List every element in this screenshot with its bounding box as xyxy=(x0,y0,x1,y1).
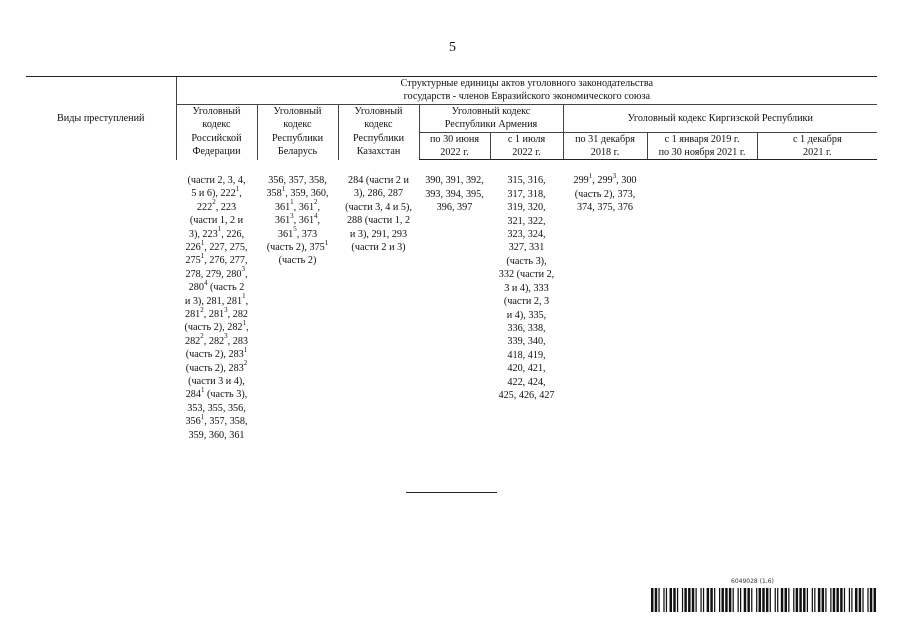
footnote-rule xyxy=(406,492,497,493)
superscript: 3 xyxy=(241,265,245,274)
barcode-bar xyxy=(719,588,720,612)
barcode-bar xyxy=(803,588,805,612)
barcode-bar xyxy=(777,588,778,612)
cell-line: Российской xyxy=(191,132,242,144)
kg-col-from-dec-2021 xyxy=(757,132,877,160)
barcode-bar xyxy=(703,588,704,612)
cell-line: $275^1$, 276, 277, xyxy=(185,251,248,267)
barcode-bar xyxy=(807,588,808,612)
cell-line: 327, 331 xyxy=(508,242,545,254)
barcode-bar xyxy=(738,588,739,612)
kz-articles-cell xyxy=(338,160,419,442)
barcode-bar xyxy=(833,588,835,612)
barcode-bar xyxy=(862,588,863,612)
barcode-bar xyxy=(818,588,820,612)
cell-line: (части 3 и 4), xyxy=(188,376,245,388)
cell-line: $226^1$, 227, 275, xyxy=(185,238,248,253)
by-code-header xyxy=(257,104,338,160)
cell-line: 3 и 4), 333 xyxy=(504,282,549,294)
barcode-bar xyxy=(682,588,683,612)
superscript: 2 xyxy=(314,198,318,207)
cell-line: 2022 г. xyxy=(512,147,541,159)
cell-line: 315, 316, xyxy=(507,175,546,187)
barcode-bar xyxy=(775,588,776,612)
superscript: 3 xyxy=(224,305,228,314)
cell-line: 339, 340, xyxy=(507,336,546,348)
barcode-bar xyxy=(814,588,815,612)
barcode-bar xyxy=(677,588,678,612)
cell-line: (часть 2), $283^1$ xyxy=(185,345,248,361)
superscript: 1 xyxy=(281,184,286,193)
cell-line: 278, 279, $280^3$, xyxy=(185,265,248,280)
cell-line: 319, 320, xyxy=(507,202,546,214)
cell-line: 323, 324, xyxy=(507,229,546,241)
am-code-header xyxy=(419,104,563,132)
superscript: 4 xyxy=(203,278,208,287)
cell-line: 288 (части 1, 2 xyxy=(346,215,411,227)
superscript: 1 xyxy=(324,238,329,247)
kg-col-2019-2021 xyxy=(647,132,757,160)
barcode-bar xyxy=(855,588,857,612)
superscript: 3 xyxy=(224,332,228,341)
superscript: 1 xyxy=(290,198,294,207)
page-number: 5 xyxy=(449,40,456,55)
cell-line: $356^1$, 357, 358, xyxy=(185,412,248,428)
barcode-bar xyxy=(747,588,749,612)
cell-line: 420, 421, xyxy=(507,363,546,375)
superscript: 2 xyxy=(200,305,204,314)
barcode-bar xyxy=(830,588,831,612)
cell-line: $361^1$, $361^2$, xyxy=(274,198,321,213)
barcode-bar xyxy=(867,588,868,612)
barcode-bar xyxy=(849,588,850,612)
cell-line: $282^2$, $282^3$, 283 xyxy=(184,332,249,347)
cell-line: Уголовный кодекс xyxy=(451,105,531,117)
cell-line: 422, 424, xyxy=(507,376,546,388)
barcode-bar xyxy=(651,588,653,612)
barcode-bar xyxy=(714,588,715,612)
cell-line: (часть 2), $283^2$ xyxy=(185,359,248,374)
barcode-bar xyxy=(655,588,657,612)
cell-line: (части 2, 3 xyxy=(503,296,550,308)
cell-line: 3), $223^1$, 226, xyxy=(188,225,245,240)
kg-new-articles-cell xyxy=(757,160,877,442)
cell-line: Уголовный xyxy=(354,105,403,117)
cell-line: (части 3, 4 и 5), xyxy=(345,201,412,213)
barcode-bar xyxy=(729,588,731,612)
cell-line: Республики xyxy=(271,132,324,144)
cell-line: 353, 355, 356, xyxy=(187,402,246,414)
cell-line: Федерации xyxy=(192,146,241,158)
barcode-bar xyxy=(673,588,675,612)
cell-line: с 1 декабря xyxy=(792,133,842,145)
cell-line: кодекс xyxy=(202,119,231,131)
cell-line: (части 2, 3, 4, xyxy=(187,174,246,186)
superscript: 3 xyxy=(290,211,294,220)
barcode-bar xyxy=(766,588,768,612)
superscript: 1 xyxy=(200,251,205,260)
barcode-bar xyxy=(840,588,842,612)
cell-line: 418, 419, xyxy=(507,349,546,361)
superscript: 2 xyxy=(200,332,204,341)
barcode-bar xyxy=(721,588,723,612)
cell-line: (части 2 и 3) xyxy=(351,241,406,253)
cell-line: Республики xyxy=(352,132,405,144)
barcode-bar xyxy=(658,588,659,612)
cell-line: 336, 338, xyxy=(507,322,546,334)
am-col-from-july-2022 xyxy=(490,132,563,160)
crime-types-header: Виды преступлений xyxy=(26,77,176,160)
cell-line: $280^4$ (часть 2 xyxy=(188,278,245,294)
cell-line: 2021 г. xyxy=(803,147,832,159)
cell-line: (часть 2), 373, xyxy=(574,188,636,200)
cell-line: с 1 января 2019 г. xyxy=(664,133,740,145)
cell-line: 5 и 6), $222^1$, xyxy=(191,184,242,200)
barcode-bar xyxy=(851,588,852,612)
barcode-bar xyxy=(663,588,664,612)
barcode-bar xyxy=(700,588,701,612)
cell-line: кодекс xyxy=(283,119,312,131)
superscript: 5 xyxy=(293,225,297,234)
cell-line: 332 (части 2, xyxy=(498,269,555,281)
cell-line: 425, 426, 427 xyxy=(498,389,555,401)
barcode-bar xyxy=(733,588,734,612)
cell-line: Республики Армения xyxy=(444,119,538,131)
barcode-bar xyxy=(844,588,845,612)
barcode-bar xyxy=(762,588,764,612)
cell-line: Уголовный xyxy=(273,105,322,117)
barcode-bar xyxy=(781,588,783,612)
barcode-bar xyxy=(825,588,826,612)
barcode-bar xyxy=(696,588,697,612)
barcode-bar xyxy=(710,588,712,612)
cell-line: (часть 2), $282^1$, xyxy=(184,319,249,334)
cell-line: 321, 322, xyxy=(507,215,546,227)
barcode-bar xyxy=(870,588,872,612)
superscript: 1 xyxy=(243,345,248,354)
cell-line: Казахстан xyxy=(356,146,401,158)
cell-line: по 30 ноября 2021 г. xyxy=(658,147,746,159)
superscript: 1 xyxy=(200,386,205,395)
barcode-bar xyxy=(796,588,798,612)
cell-line: (части 1, 2 и xyxy=(189,215,244,227)
barcode-bar xyxy=(744,588,746,612)
cell-line: Беларусь xyxy=(277,146,318,158)
kg-mid-articles-cell xyxy=(647,160,757,442)
superscript: 1 xyxy=(242,319,247,328)
superscript: 1 xyxy=(235,184,240,193)
barcode-bar xyxy=(812,588,813,612)
cell-line: $358^1$, 359, 360, xyxy=(266,184,329,200)
cell-line: 3), 286, 287 xyxy=(353,188,404,200)
barcode-bar xyxy=(684,588,686,612)
cell-line: $299^1$, $299^3$, 300 xyxy=(573,172,637,187)
barcode xyxy=(651,578,876,612)
barcode-bar xyxy=(756,588,757,612)
cell-line: с 1 июля xyxy=(507,133,546,145)
cell-line: по 31 декабря xyxy=(575,133,635,145)
cell-line: 356, 357, 358, xyxy=(268,174,327,186)
superscript: 2 xyxy=(212,198,216,207)
barcode-bar xyxy=(793,588,794,612)
cell-line: и 3), 291, 293 xyxy=(349,228,408,240)
cell-line: $361^3$, $361^4$, xyxy=(274,211,321,227)
cell-line: по 30 июня xyxy=(429,133,480,145)
barcode-bars xyxy=(651,588,876,612)
barcode-bar xyxy=(707,588,709,612)
cell-line: 2018 г. xyxy=(590,147,620,159)
crime-type-cell xyxy=(26,160,176,442)
cell-line: и 3), 281, $281^1$, xyxy=(184,292,249,307)
superscript: 2 xyxy=(243,359,248,368)
cell-line: 374, 375, 376 xyxy=(576,202,634,214)
superscript: 1 xyxy=(242,292,246,301)
am-new-articles-cell xyxy=(490,160,563,442)
barcode-bar xyxy=(670,588,672,612)
kg-col-until-dec-2018 xyxy=(563,132,647,160)
barcode-bar xyxy=(692,588,694,612)
superscript: 1 xyxy=(200,412,205,421)
barcode-bar xyxy=(740,588,741,612)
barcode-bar xyxy=(799,588,801,612)
table-row xyxy=(26,160,877,442)
cell-line: (часть 2) xyxy=(278,255,317,267)
barcode-bar xyxy=(666,588,667,612)
kz-code-header xyxy=(338,104,419,160)
barcode-bar xyxy=(785,588,787,612)
barcode-label: 6049028 (1.6) xyxy=(731,578,774,585)
cell-line: 393, 394, 395, xyxy=(425,188,484,200)
cell-line: $222^2$, 223 xyxy=(196,198,237,213)
barcode-bar xyxy=(751,588,752,612)
cell-line: (часть 3), xyxy=(506,255,547,267)
barcode-bar xyxy=(759,588,761,612)
kg-code-header: Уголовный кодекс Киргизской Республики xyxy=(563,104,877,132)
barcode-bar xyxy=(770,588,771,612)
am-old-articles-cell xyxy=(419,160,490,442)
rf-articles-cell xyxy=(176,160,257,442)
barcode-bar xyxy=(725,588,727,612)
group-title-header: Структурные единицы актов уголовного законодательства государств - членов Евразийского экономического союза xyxy=(176,77,877,105)
cell-line: $281^2$, $281^3$, 282 xyxy=(184,305,249,320)
barcode-bar xyxy=(788,588,789,612)
cell-line: 359, 360, 361 xyxy=(188,429,245,441)
cell-line: 396, 397 xyxy=(436,202,473,214)
am-col-until-june-2022 xyxy=(419,132,490,160)
rf-code-header xyxy=(176,104,257,160)
barcode-bar xyxy=(688,588,690,612)
cell-line: $284^1$ (часть 3), xyxy=(185,386,248,401)
cell-line: Уголовный xyxy=(192,105,241,117)
cell-line: кодекс xyxy=(364,119,393,131)
cell-line: 284 (части 2 и xyxy=(348,174,409,186)
cell-line: $361^5$, 373 xyxy=(277,225,318,240)
superscript: 1 xyxy=(588,172,593,181)
cell-line: и 4), 335, xyxy=(506,309,547,321)
superscript: 3 xyxy=(612,172,617,181)
kg-old-articles-cell xyxy=(563,160,647,442)
cell-line: 390, 391, 392, xyxy=(425,175,484,187)
cell-line: 317, 318, xyxy=(507,188,546,200)
by-articles-cell xyxy=(257,160,338,442)
barcode-bar xyxy=(822,588,824,612)
superscript: 1 xyxy=(217,225,222,234)
crime-codes-table xyxy=(26,76,877,442)
barcode-bar xyxy=(874,588,876,612)
barcode-bar xyxy=(836,588,838,612)
superscript: 1 xyxy=(200,238,205,247)
barcode-bar xyxy=(859,588,861,612)
superscript: 4 xyxy=(314,211,318,220)
cell-line: 2022 г. xyxy=(440,147,469,159)
cell-line: (часть 2), $375^1$ xyxy=(266,238,329,253)
